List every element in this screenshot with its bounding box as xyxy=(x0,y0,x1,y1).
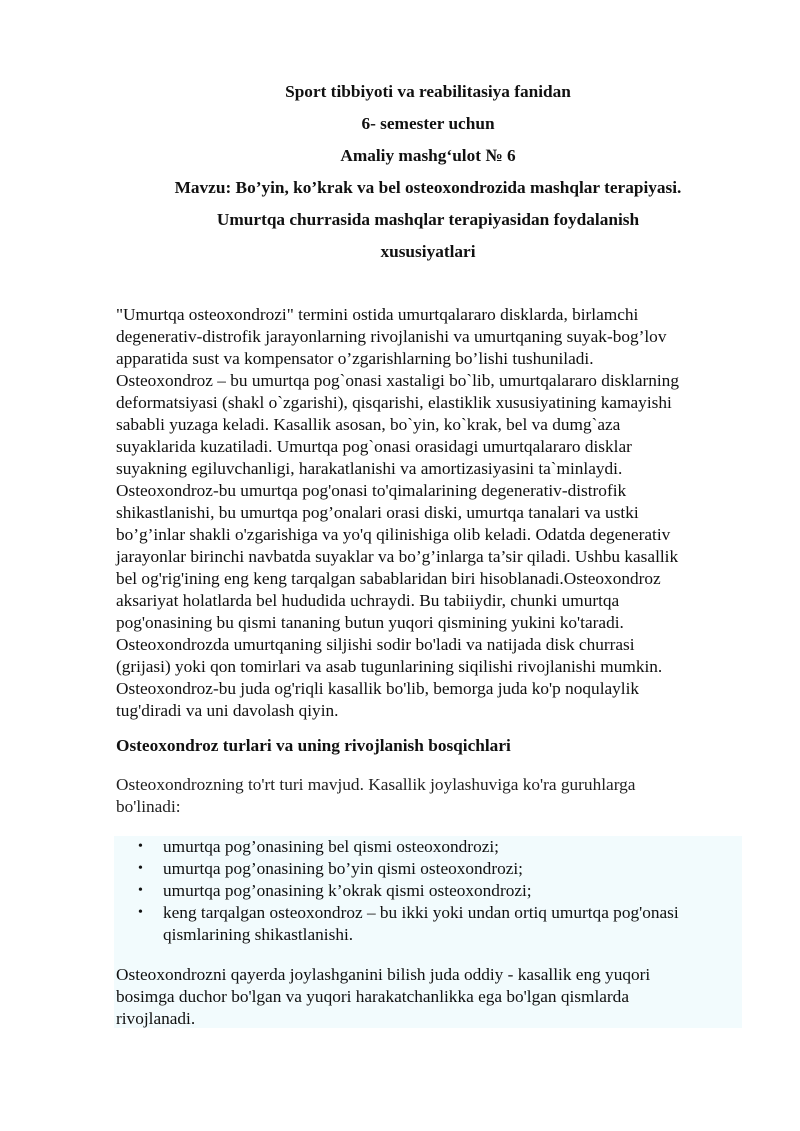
header-topic: Mavzu: Bo’yin, ko’krak va bel osteoxondrozida mashqlar terapiyasi. xyxy=(174,178,682,197)
intro-paragraph xyxy=(116,304,736,722)
intro-line: apparatida sust va kompensator o’zgarishlarning bo’lishi tushuniladi. xyxy=(116,349,594,368)
list-item xyxy=(116,858,736,880)
intro-line: suyaklarida kuzatiladi. Umurtqa pog`onasi orasidagi umurtqalararo disklar xyxy=(116,437,632,456)
intro-line: jarayonlar birinchi navbatda suyaklar va bo’g’inlarga ta’sir qiladi. Ushbu kasallik xyxy=(116,547,679,566)
header-topic-end: xususiyatlari xyxy=(380,242,476,261)
intro-line: shikastlanishi, bu umurtqa pog’onalari orasi diski, umurtqa tanalari va ustki xyxy=(116,503,639,522)
section-heading: Osteoxondroz turlari va uning rivojlanish bosqichlari xyxy=(116,736,511,755)
intro-line: "Umurtqa osteoxondrozi" termini ostida umurtqalararo disklarda, birlamchi xyxy=(116,305,639,324)
list-item-text: umurtqa pog’onasining bo’yin qismi osteoxondrozi; xyxy=(163,859,523,878)
intro-line: suyakning egiluvchanligi, harakatlanishi va amortizasiyasini ta`minlaydi. xyxy=(116,459,623,478)
intro-line: tug'diradi va uni davolash qiyin. xyxy=(116,701,339,720)
bullet-icon: • xyxy=(138,839,143,854)
list-item-text: keng tarqalgan osteoxondroz – bu ikki yoki undan ortiq umurtqa pog'onasi xyxy=(163,903,679,922)
intro-line: Osteoxondroz-bu umurtqa pog'onasi to'qimalarining degenerativ-distrofik xyxy=(116,481,627,500)
list-item-text: umurtqa pog’onasining k’okrak qismi osteoxondrozi; xyxy=(163,881,532,900)
types-intro-line: Osteoxondrozning to'rt turi mavjud. Kasallik joylashuviga ko'ra guruhlarga xyxy=(116,775,636,794)
header-semester: 6- semester uchun xyxy=(361,114,495,133)
closing-line: rivojlanadi. xyxy=(116,1009,196,1028)
intro-line: pog'onasining bu qismi tananing butun yuqori qismining yukini ko'taradi. xyxy=(116,613,624,632)
intro-line: (grijasi) yoki qon tomirlari va asab tugunlarining siqilishi rivojlanishi mumkin. xyxy=(116,657,663,676)
list-item xyxy=(116,880,736,902)
header-subject: Sport tibbiyoti va reabilitasiya fanidan xyxy=(285,82,571,101)
closing-line: Osteoxondrozni qayerda joylashganini bilish juda oddiy - kasallik eng yuqori xyxy=(116,965,651,984)
bullet-icon: • xyxy=(138,883,143,898)
intro-line: bo’g’inlar shakli o'zgarishiga va yo'q qilinishiga olib keladi. Odatda degenerativ xyxy=(116,525,671,544)
list-item xyxy=(116,836,736,858)
intro-line: deformatsiyasi (shakl o`zgarishi), qisqarishi, elastiklik xususiyatining kamayishi xyxy=(116,393,672,412)
intro-line: Osteoxondroz-bu juda og'riqli kasallik bo'lib, bemorga juda ko'p noqulaylik xyxy=(116,679,640,698)
list-item-text: umurtqa pog’onasining bel qismi osteoxondrozi; xyxy=(163,837,499,856)
intro-line: bel og'rig'ining eng keng tarqalgan sabablaridan biri hisoblanadi.Osteoxondroz xyxy=(116,569,661,588)
intro-line: degenerativ-distrofik jarayonlarning rivojlanishi va umurtqaning suyak-bog’lov xyxy=(116,327,667,346)
intro-line: aksariyat holatlarda bel hududida uchraydi. Bu tabiiydir, chunki umurtqa xyxy=(116,591,620,610)
closing-paragraph xyxy=(116,964,736,1030)
intro-line: Osteoxondroz – bu umurtqa pog`onasi xastaligi bo`lib, umurtqalararo disklarning xyxy=(116,371,679,390)
intro-line: Osteoxondrozda umurtqaning siljishi sodir bo'ladi va natijada disk churrasi xyxy=(116,635,635,654)
list-item xyxy=(116,902,736,946)
header-topic-continued: Umurtqa churrasida mashqlar terapiyasidan foydalanish xyxy=(216,210,640,229)
bullet-icon: • xyxy=(138,861,143,876)
list-item-text: qismlarining shikastlanishi. xyxy=(163,925,354,944)
document-header xyxy=(100,76,756,268)
header-lesson-number: Amaliy mashg‘ulot № 6 xyxy=(340,146,516,165)
closing-line: bosimga duchor bo'lgan va yuqori harakatchanlikka ega bo'lgan qismlarda xyxy=(116,987,629,1006)
osteochondrosis-types-list xyxy=(116,836,736,946)
types-intro-line: bo'linadi: xyxy=(116,797,181,816)
intro-line: sababli yuzaga keladi. Kasallik asosan, bo`yin, ko`krak, bel va dumg`aza xyxy=(116,415,621,434)
bullet-icon: • xyxy=(138,905,143,920)
types-intro-paragraph xyxy=(116,774,736,818)
